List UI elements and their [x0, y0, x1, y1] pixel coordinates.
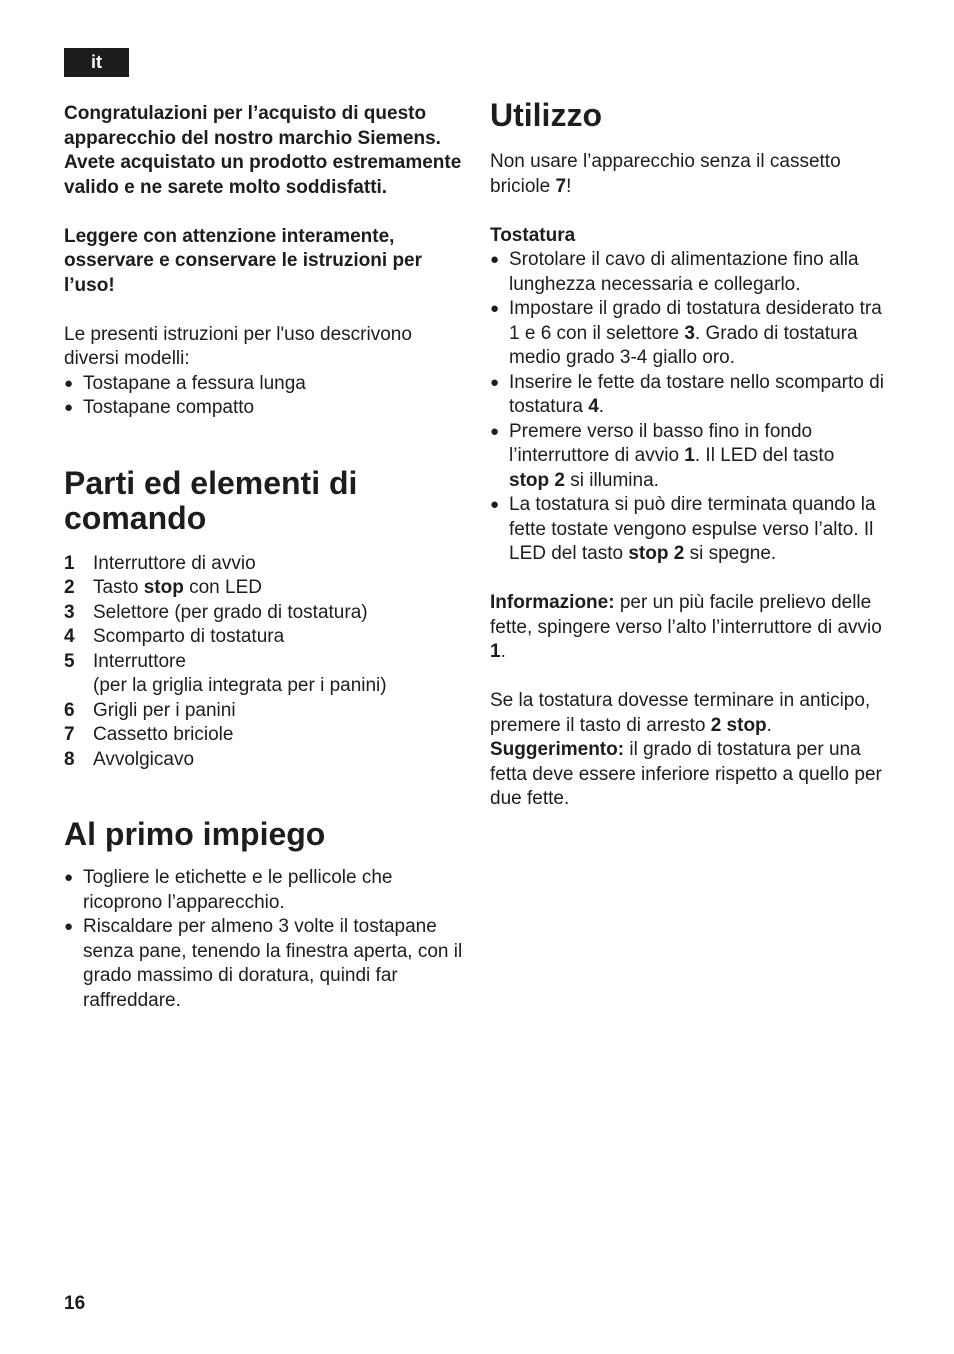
list-item: [490, 420, 892, 494]
parts-list: [64, 552, 468, 773]
list-item: [490, 371, 892, 420]
part-label-line1: Interruttore: [93, 650, 186, 672]
step-text: Premere verso il basso fino in fondo l’interruttore di avvio: [509, 420, 813, 466]
step-text: . Grado di tostatura medio grado 3-4 giallo oro.: [509, 322, 858, 368]
warning-bold: 7: [555, 175, 567, 197]
page-number: 16: [64, 1293, 86, 1314]
list-item: [64, 650, 468, 699]
part-label: Scomparto di tostatura: [93, 626, 285, 647]
intro-congratulations: Congratulazioni per l’acquisto di questo apparecchio del nostro marchio Siemens. Avete acquistato un prodotto estremamente valido e ne sarete molto soddisfatti.: [64, 103, 462, 198]
step-text: Inserire le fette da tostare nello scomparto di tostatura: [509, 371, 884, 417]
warning-end: !: [566, 175, 572, 197]
step-bold: 4: [588, 396, 599, 417]
left-column: [64, 102, 468, 1013]
list-item: [64, 576, 468, 601]
step-text: Impostare il grado di tostatura desiderato tra 1 e 6 con il selettore: [509, 298, 882, 344]
early-bold: 2 stop: [710, 714, 767, 736]
part-number: 4: [64, 626, 75, 647]
step-text: si spegne.: [684, 543, 777, 564]
part-number: 2: [64, 577, 75, 598]
info-label: Informazione:: [490, 592, 615, 613]
part-label-bold: stop: [143, 577, 184, 598]
step-bold: stop 2: [509, 469, 565, 491]
step-text: si illumina.: [564, 469, 659, 491]
early-stop-paragraph: [490, 689, 892, 812]
list-item: [64, 699, 468, 724]
toasting-list: [490, 248, 892, 567]
first-use-list: [64, 866, 468, 1013]
part-number: 3: [64, 601, 75, 623]
usage-heading: Utilizzo: [490, 97, 602, 133]
part-label-post: con LED: [183, 577, 262, 598]
part-label-pre: Tasto: [93, 577, 144, 598]
part-label-line2: (per la griglia integrata per i panini): [93, 675, 387, 696]
tip-text: il grado di tostatura per una fetta deve essere inferiore rispetto a quello per due fette.: [490, 739, 882, 809]
models-intro: Le presenti istruzioni per l'uso descrivono diversi modelli:: [64, 323, 412, 369]
step-text: La tostatura si può dire terminata quando la fette tostate vengono espulse verso l’alto. Il LED del tasto: [509, 494, 876, 564]
tip-label: Suggerimento:: [490, 739, 625, 760]
step-bold: stop 2: [628, 543, 685, 564]
list-item: [64, 625, 468, 650]
models-list: [64, 372, 468, 421]
info-paragraph: [490, 591, 892, 665]
part-number: 1: [64, 552, 75, 574]
toasting-heading: Tostatura: [490, 224, 576, 246]
list-item: [490, 493, 892, 567]
part-number: 8: [64, 748, 75, 770]
info-end: .: [500, 641, 506, 662]
first-use-heading: Al primo impiego: [64, 816, 326, 852]
info-bold: 1: [490, 641, 501, 662]
list-item: [64, 552, 468, 577]
step-bold: 3: [684, 322, 695, 344]
intro-read-instructions: Leggere con attenzione interamente, osservare e conservare le istruzioni per l’uso!: [64, 225, 423, 296]
part-number: 6: [64, 699, 75, 721]
right-column: [490, 98, 892, 812]
list-item: ● Tostapane compatto: [64, 396, 468, 421]
step-text: Srotolare il cavo di alimentazione fino alla lunghezza necessaria e collegarlo.: [509, 249, 859, 295]
part-label: Interruttore di avvio: [93, 552, 256, 574]
list-item: ● Tostapane a fessura lunga: [64, 372, 468, 397]
list-item: [490, 248, 892, 297]
list-item: [490, 297, 892, 371]
step-text: . Il LED del tasto: [694, 445, 835, 466]
warning-text: Non usare l’apparecchio senza il cassetto briciole: [490, 151, 841, 197]
early-end: .: [766, 714, 772, 736]
early-text: Se la tostatura dovesse terminare in anticipo, premere il tasto di arresto: [490, 690, 871, 736]
part-label: Avvolgicavo: [93, 748, 195, 770]
list-item: ● Togliere le etichette e le pellicole che ricoprono l’apparecchio.: [64, 866, 468, 915]
list-item: [64, 601, 468, 626]
part-label: Grigli per i panini: [93, 699, 236, 721]
parts-heading: Parti ed elementi di comando: [64, 464, 358, 536]
part-label: Cassetto briciole: [93, 724, 234, 745]
info-text: per un più facile prelievo delle fette, spingere verso l’alto l’interruttore di avvio: [490, 592, 882, 638]
part-number: 7: [64, 724, 75, 745]
list-item: [64, 748, 468, 773]
step-bold: 1: [684, 445, 695, 466]
part-number: 5: [64, 650, 75, 672]
crumb-tray-warning: [490, 150, 892, 199]
part-label: [93, 576, 262, 601]
part-label: Selettore (per grado di tostatura): [93, 601, 368, 623]
list-item: ● Riscaldare per almeno 3 volte il tostapane senza pane, tenendo la finestra aperta, con il grado massimo di doratura, quindi far raffreddare.: [64, 915, 468, 1013]
part-label: [93, 650, 387, 699]
step-text: .: [598, 396, 605, 417]
language-tab: it: [64, 48, 129, 77]
list-item: [64, 723, 468, 748]
